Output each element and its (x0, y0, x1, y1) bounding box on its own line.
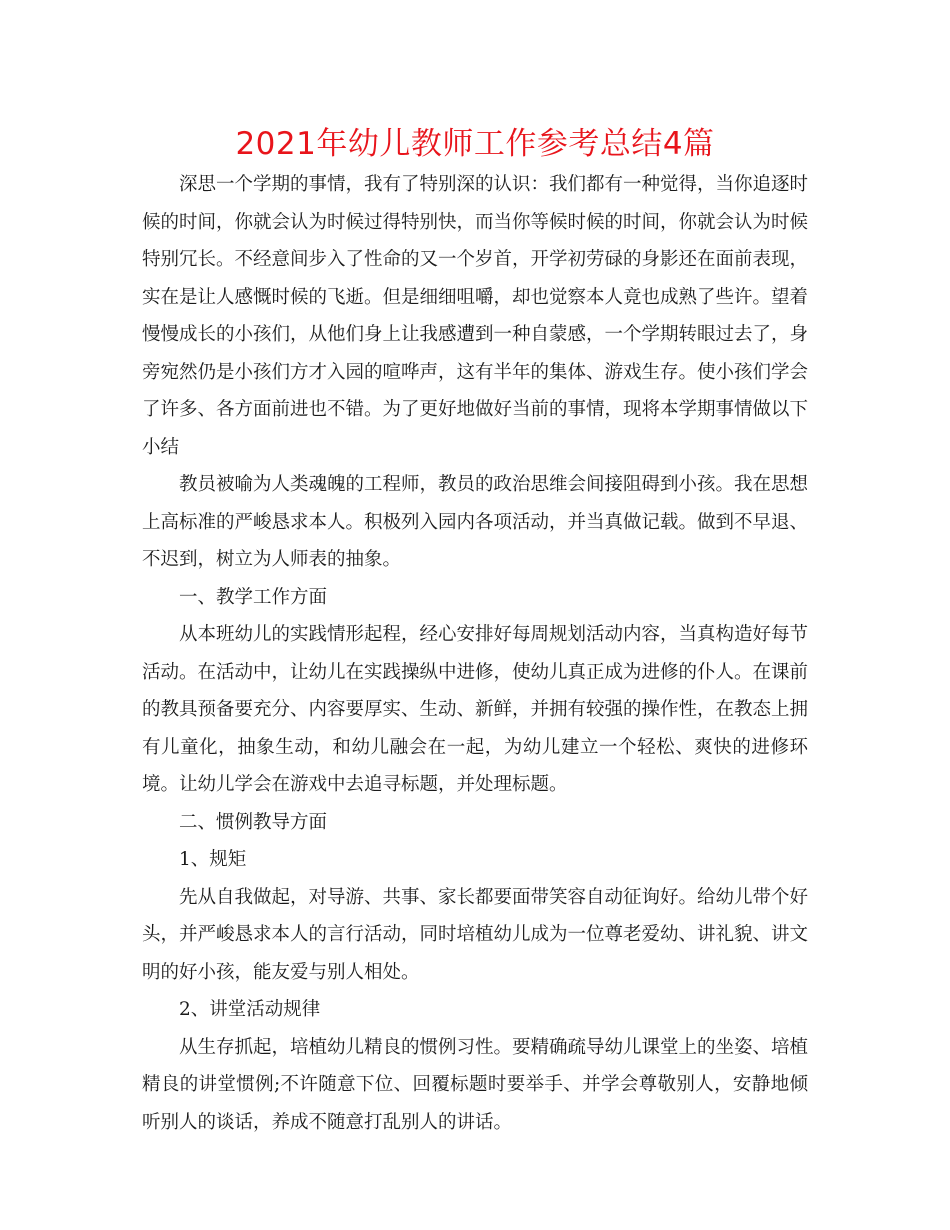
paragraph-classroom-rules: 从生存抓起，培植幼儿精良的惯例习性。要精确疏导幼儿课堂上的坐姿、培植精良的讲堂惯例;不许随意下位、回覆标题时要举手、并学会尊敬别人，安静地倾听别人的谈话，养成不随意打乱别人的讲话。 (142, 1036, 809, 1133)
document-title: 2021年幼儿教师工作参考总结4篇 (235, 126, 715, 162)
paragraph-intro: 深思一个学期的事情，我有了特别深的认识：我们都有一种觉得，当你追逐时候的时间，你就会认为时候过得特别快，而当你等候时候的时间，你就会认为时候特别冗长。不经意间步入了性命的又一个岁首，开学初劳碌的身影还在面前表现，实在是让人感慨时候的飞逝。但是细细咀嚼，却也觉察本人竟也成熟了些许。望着慢慢成长的小孩们，从他们身上让我感遭到一种自蒙感，一个学期转眼过去了，身旁宛然仍是小孩们方才入园的喧哗声，这有半年的集体、游戏生存。使小孩们学会了许多、各方面前进也不错。为了更好地做好当前的事情，现将本学期事情做以下小结 (142, 174, 809, 458)
section-heading-routine: 二、惯例教导方面 (179, 811, 328, 833)
document-body (142, 166, 808, 1141)
section-heading-teaching: 一、教学工作方面 (179, 586, 328, 608)
paragraph-teacher-role: 教员被喻为人类魂魄的工程师，教员的政治思维会间接阻碍到小孩。我在思想上高标准的严峻恳求本人。积极列入园内各项活动，并当真做记载。做到不早退、不迟到，树立为人师表的抽象。 (142, 474, 809, 570)
subheading-classroom-rules: 2、讲堂活动规律 (179, 999, 321, 1020)
subheading-manners: 1、规矩 (179, 849, 247, 870)
paragraph-manners: 先从自我做起，对导游、共事、家长都要面带笑容自动征询好。给幼儿带个好头，并严峻恳求本人的言行活动，同时培植幼儿成为一位尊老爱幼、讲礼貌、讲文明的好小孩，能友爱与别人相处。 (142, 886, 809, 983)
paragraph-teaching: 从本班幼儿的实践情形起程，经心安排好每周规划活动内容，当真构造好每节活动。在活动中，让幼儿在实践操纵中进修，使幼儿真正成为进修的仆人。在课前的教具预备要充分、内容要厚实、生动、新鲜，并拥有较强的操作性，在教态上拥有儿童化，抽象生动，和幼儿融会在一起，为幼儿建立一个轻松、爽快的进修环境。让幼儿学会在游戏中去追寻标题，并处理标题。 (142, 624, 809, 795)
